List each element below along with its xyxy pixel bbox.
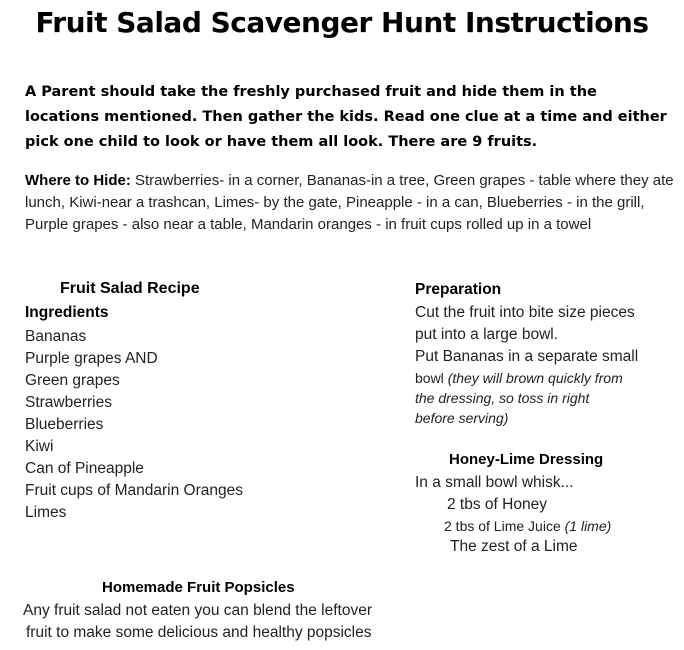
preparation-line: put into a large bowl. [415,326,559,343]
popsicles-line: Any fruit salad not eaten you can blend the leftover [23,602,372,619]
preparation-note: before serving) [415,410,509,426]
dressing-item-note: (1 lime) [564,518,612,534]
dressing-heading: Honey-Lime Dressing [449,451,604,468]
ingredient-item: Kiwi [25,438,54,455]
ingredient-item: Can of Pineapple [25,460,144,477]
ingredient-item: Fruit cups of Mandarin Oranges [25,482,243,499]
dressing-item-text: 2 tbs of Lime Juice [444,518,565,534]
preparation-heading: Preparation [415,281,502,298]
ingredient-item: Strawberries [25,394,112,411]
popsicles-line: fruit to make some delicious and healthy popsicles [26,624,372,641]
recipe-title: Fruit Salad Recipe [60,280,200,297]
preparation-text: bowl [415,370,448,386]
ingredients-heading: Ingredients [25,304,109,321]
preparation-line [415,368,623,388]
intro-paragraph: A Parent should take the freshly purchased fruit and hide them in the locations mentioned. Then gather the kids. Read one clue at a time and either pick one child to look or have them all look. There are 9 fruits. [25,84,667,150]
popsicles-heading: Homemade Fruit Popsicles [102,579,295,596]
preparation-note: the dressing, so toss in right [415,390,590,406]
preparation-line: Put Bananas in a separate small [415,348,639,365]
where-to-hide-label: Where to Hide: [25,172,131,189]
dressing-item: The zest of a Lime [450,538,578,555]
ingredient-item: Bananas [25,328,87,345]
ingredient-item: Limes [25,504,67,521]
dressing-item: 2 tbs of Honey [447,496,547,513]
preparation-note: (they will brown quickly from [447,370,623,386]
dressing-intro: In a small bowl whisk... [415,474,574,491]
where-to-hide-text: Strawberries- in a corner, Bananas-in a tree, Green grapes - table where they ate lunch, Kiwi-near a trashcan, Limes- by the gate, Pineapple - in a can, Blueberries - in the grill, Purple grapes - also near a table, Mandarin oranges - in fruit cups rolled up in a towel [25,172,674,233]
ingredient-item: Green grapes [25,372,120,389]
preparation-line: Cut the fruit into bite size pieces [415,304,635,321]
page-title: Fruit Salad Scavenger Hunt Instructions [35,6,649,39]
where-to-hide-paragraph [25,170,677,236]
dressing-item [444,516,611,536]
ingredient-item: Purple grapes AND [25,350,158,367]
ingredient-item: Blueberries [25,416,104,433]
